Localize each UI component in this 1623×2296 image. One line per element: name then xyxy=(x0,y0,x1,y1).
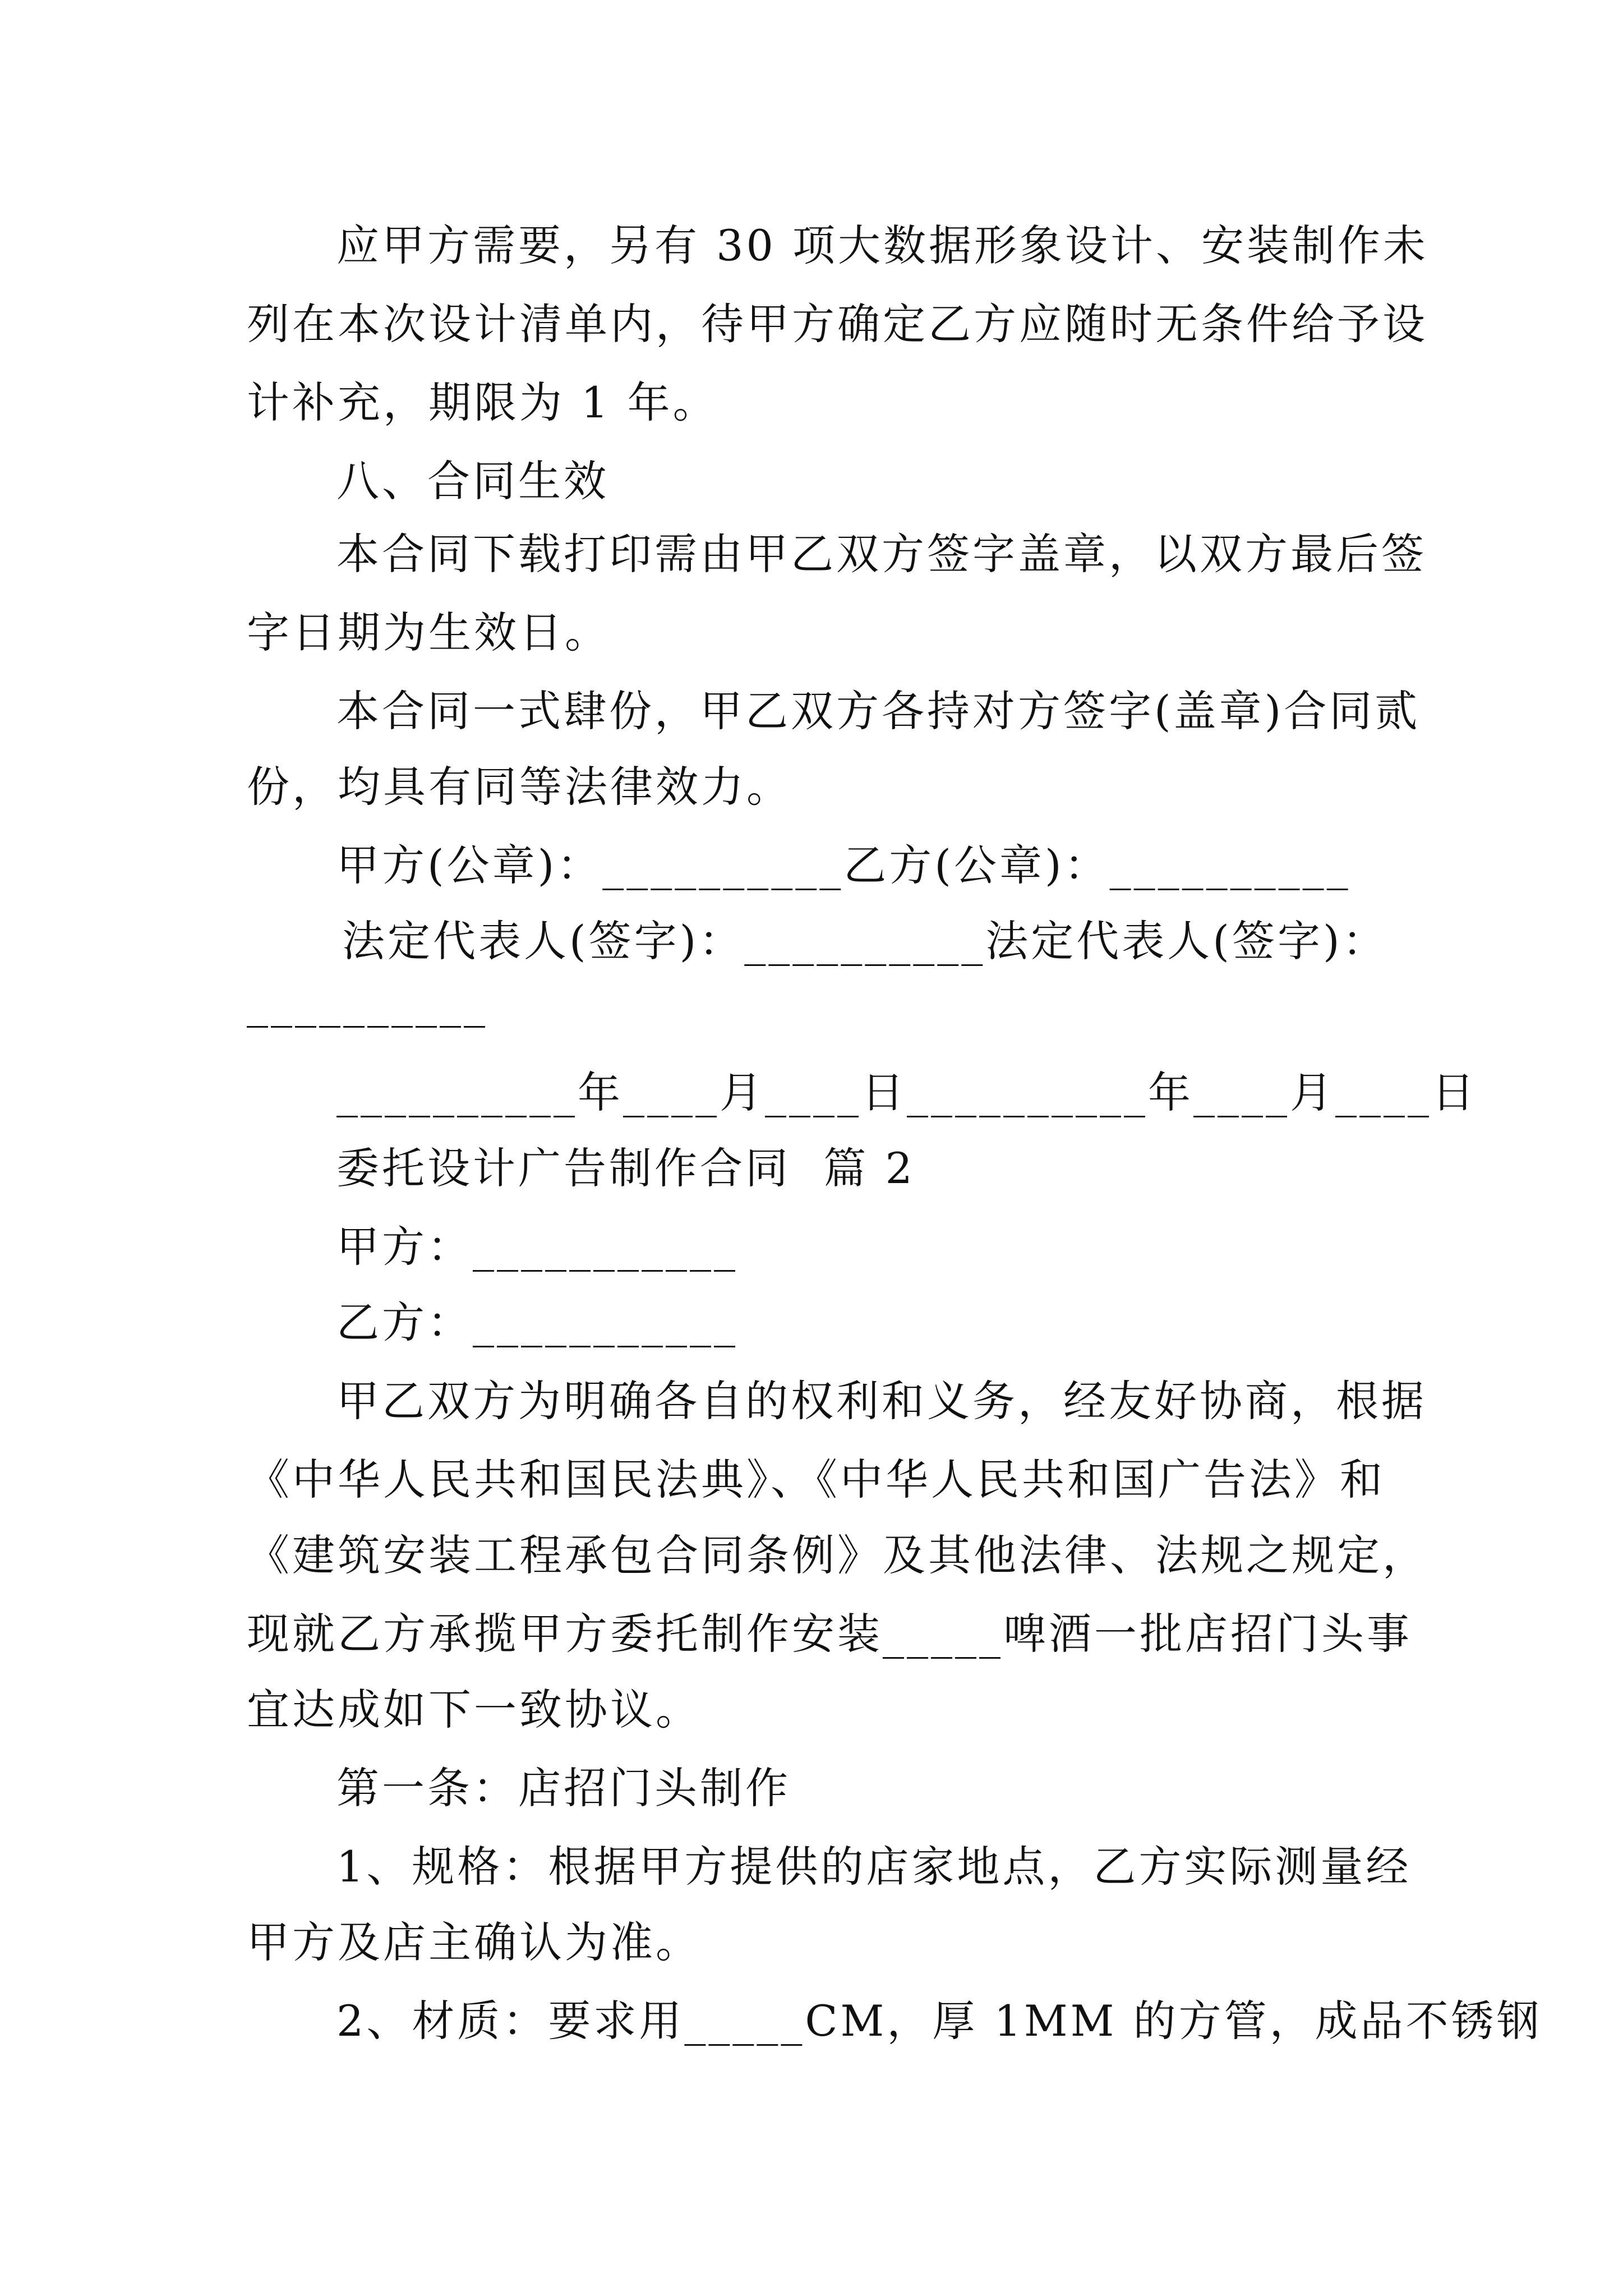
text-line: 字日期为生效日。 xyxy=(247,608,610,657)
text-line: 1、规格：根据甲方提供的店家地点，乙方实际测量经 xyxy=(336,1842,1412,1892)
text-line: 应甲方需要，另有 30 项大数据形象设计、安装制作未 xyxy=(336,220,1429,270)
text-line: 列在本次设计清单内，待甲方确定乙方应随时无条件给予设 xyxy=(247,299,1428,349)
seal-line: 甲方(公章)：__________乙方(公章)：__________ xyxy=(336,840,1351,890)
party-b-line: 乙方：___________ xyxy=(336,1297,738,1347)
signature-blank: __________ xyxy=(247,978,488,1028)
signature-line: 法定代表人(签字)：__________法定代表人(签字)： xyxy=(342,916,1388,966)
text-line: 份，均具有同等法律效力。 xyxy=(247,762,792,812)
text-line: 本合同一式肆份，甲乙双方各持对方签字(盖章)合同贰 xyxy=(336,686,1421,736)
text-line: 现就乙方承揽甲方委托制作安装_____啤酒一批店招门头事 xyxy=(247,1609,1412,1659)
text-line: 甲乙双方为明确各自的权利和义务，经友好协商，根据 xyxy=(336,1376,1427,1426)
section-heading: 八、合同生效 xyxy=(336,456,609,506)
text-line: 计补充，期限为 1 年。 xyxy=(247,378,718,427)
text-line: 2、材质：要求用_____CM，厚 1MM 的方管，成品不锈钢 xyxy=(336,1996,1542,2046)
text-line: 宜达成如下一致协议。 xyxy=(247,1685,701,1734)
text-line: 甲方及店主确认为准。 xyxy=(247,1917,701,1967)
text-line: 《建筑安装工程承包合同条例》及其他法律、法规之规定， xyxy=(247,1530,1428,1580)
party-a-line: 甲方：___________ xyxy=(336,1222,738,1272)
text-line: 《中华人民共和国民法典》、《中华人民共和国广告法》和 xyxy=(247,1455,1385,1504)
article-heading: 第一条：店招门头制作 xyxy=(336,1763,791,1813)
text-line: 本合同下载打印需由甲乙双方签字盖章，以双方最后签 xyxy=(336,529,1427,579)
date-line: __________年____月____日__________年____月____日 xyxy=(336,1068,1477,1117)
contract-title: 委托设计广告制作合同 篇 2 xyxy=(336,1143,915,1193)
